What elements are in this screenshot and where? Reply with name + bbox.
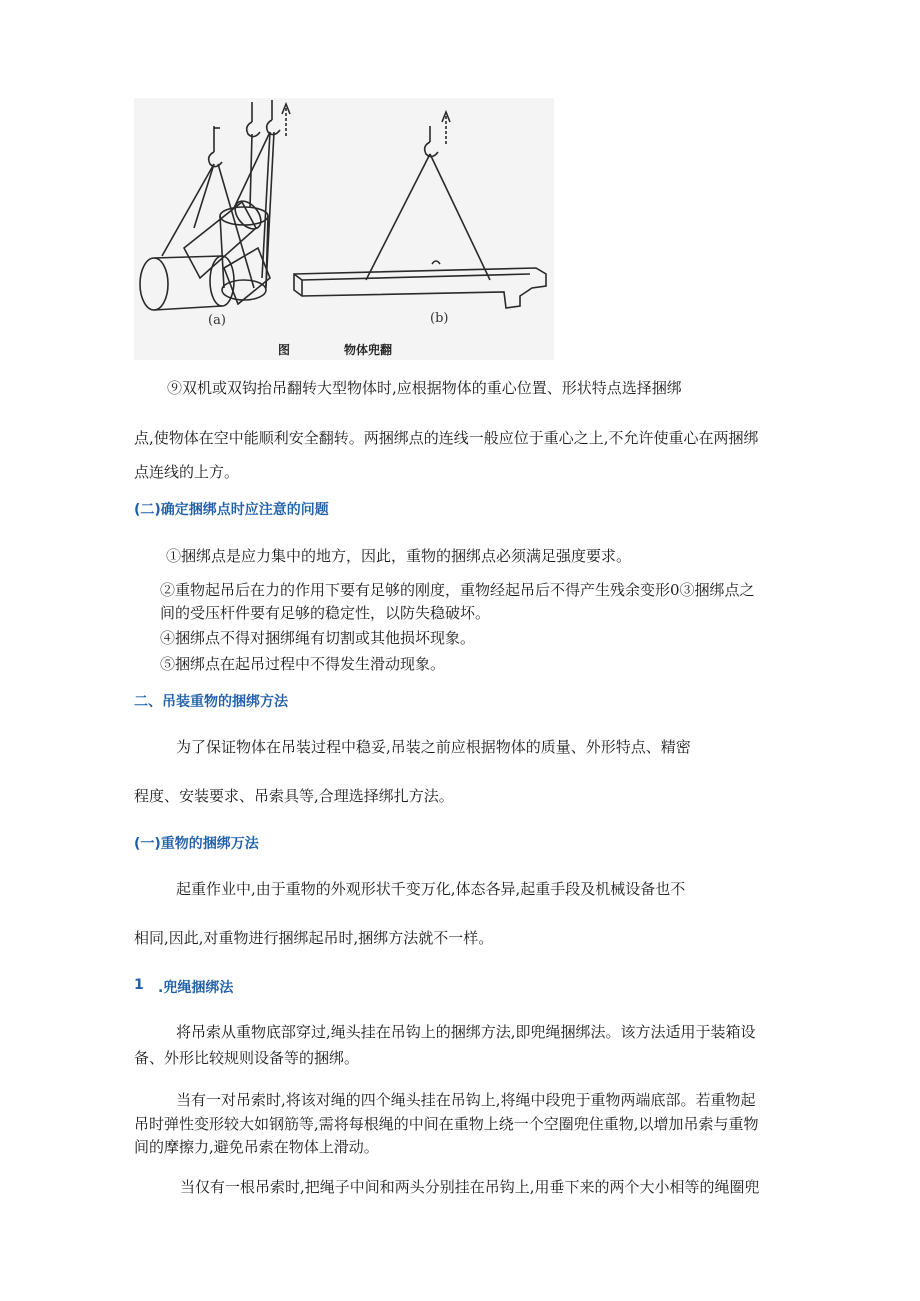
lifting-figure [134,98,554,360]
lifting-diagram [134,98,554,360]
heading-number: 1 [134,977,144,993]
figure-caption-prefix: 图 [278,343,291,357]
heading-binding-methods: (一)重物的捆绑万法 [134,836,259,852]
figure-label-b: (b) [430,311,449,326]
heading-sling-binding: .兜绳捆绑法 [158,980,234,996]
intro-line1: 为了保证物体在吊装过程中稳妥,吊装之前应根据物体的质量、外形特点、精密 [176,738,691,756]
para-b-line1: 将吊索从重物底部穿过,绳头挂在吊钩上的捆绑方法,即兜绳捆绑法。该方法适用于装箱设 [176,1023,756,1041]
para-9-line1: ⑨双机或双钩抬吊翻转大型物体时,应根据物体的重心位置、形状特点选择捆绑 [167,379,682,397]
figure-caption-title: 物体兜翻 [344,343,393,357]
heading-binding-point-notes: (二)确定捆绑点时应注意的问题 [134,502,329,518]
para-c-line2: 吊时弹性变形较大如钢筋等,需将每根绳的中间在重物上绕一个空圈兜住重物,以增加吊索与重物 [134,1115,759,1133]
intro-line2: 程度、安装要求、吊索具等,合理选择绑扎方法。 [134,787,454,805]
para-9-line3: 点连线的上方。 [134,463,240,481]
list-item-1: ①捆绑点是应力集中的地方，因此，重物的捆绑点必须满足强度要求。 [166,547,632,565]
para-d-line1: 当仅有一根吊索时,把绳子中间和两头分别挂在吊钩上,用垂下来的两个大小相等的绳圈兜 [180,1178,760,1196]
list-item-2-line2: 间的受压杆件要有足够的稳定性，以防失稳破坏。 [160,604,491,622]
para-a-line1: 起重作业中,由于重物的外观形状千变万化,体态各异,起重手段及机械设备也不 [176,880,686,898]
hook-left-icon [209,152,222,167]
para-b-line2: 备、外形比较规则设备等的捆绑。 [134,1049,360,1067]
list-item-2-line1: ②重物起吊后在力的作用下要有足够的刚度，重物经起吊后不得产生残余变形0③捆绑点之 [160,581,755,599]
para-c-line1: 当有一对吊索时,将该对绳的四个绳头挂在吊钩上,将绳中段兜于重物两端底部。若重物起 [176,1091,756,1109]
figure-label-a: (a) [208,313,226,328]
list-item-4: ④捆绑点不得对捆绑绳有切割或其他损坏现象。 [160,629,476,647]
para-9-line2: 点,使物体在空中能顺利安全翻转。两捆绑点的连线一般应位于重心之上,不允许使重心在两捆绑 [134,429,759,447]
para-a-line2: 相同,因此,对重物进行捆绑起吊时,捆绑方法就不一样。 [134,929,494,947]
para-c-line3: 间的摩擦力,避免吊索在物体上滑动。 [134,1138,379,1156]
hook-b-icon [425,142,438,157]
heading-section-2: 二、吊装重物的捆绑方法 [134,694,288,710]
list-item-5: ⑤捆绑点在起吊过程中不得发生滑动现象。 [160,655,446,673]
